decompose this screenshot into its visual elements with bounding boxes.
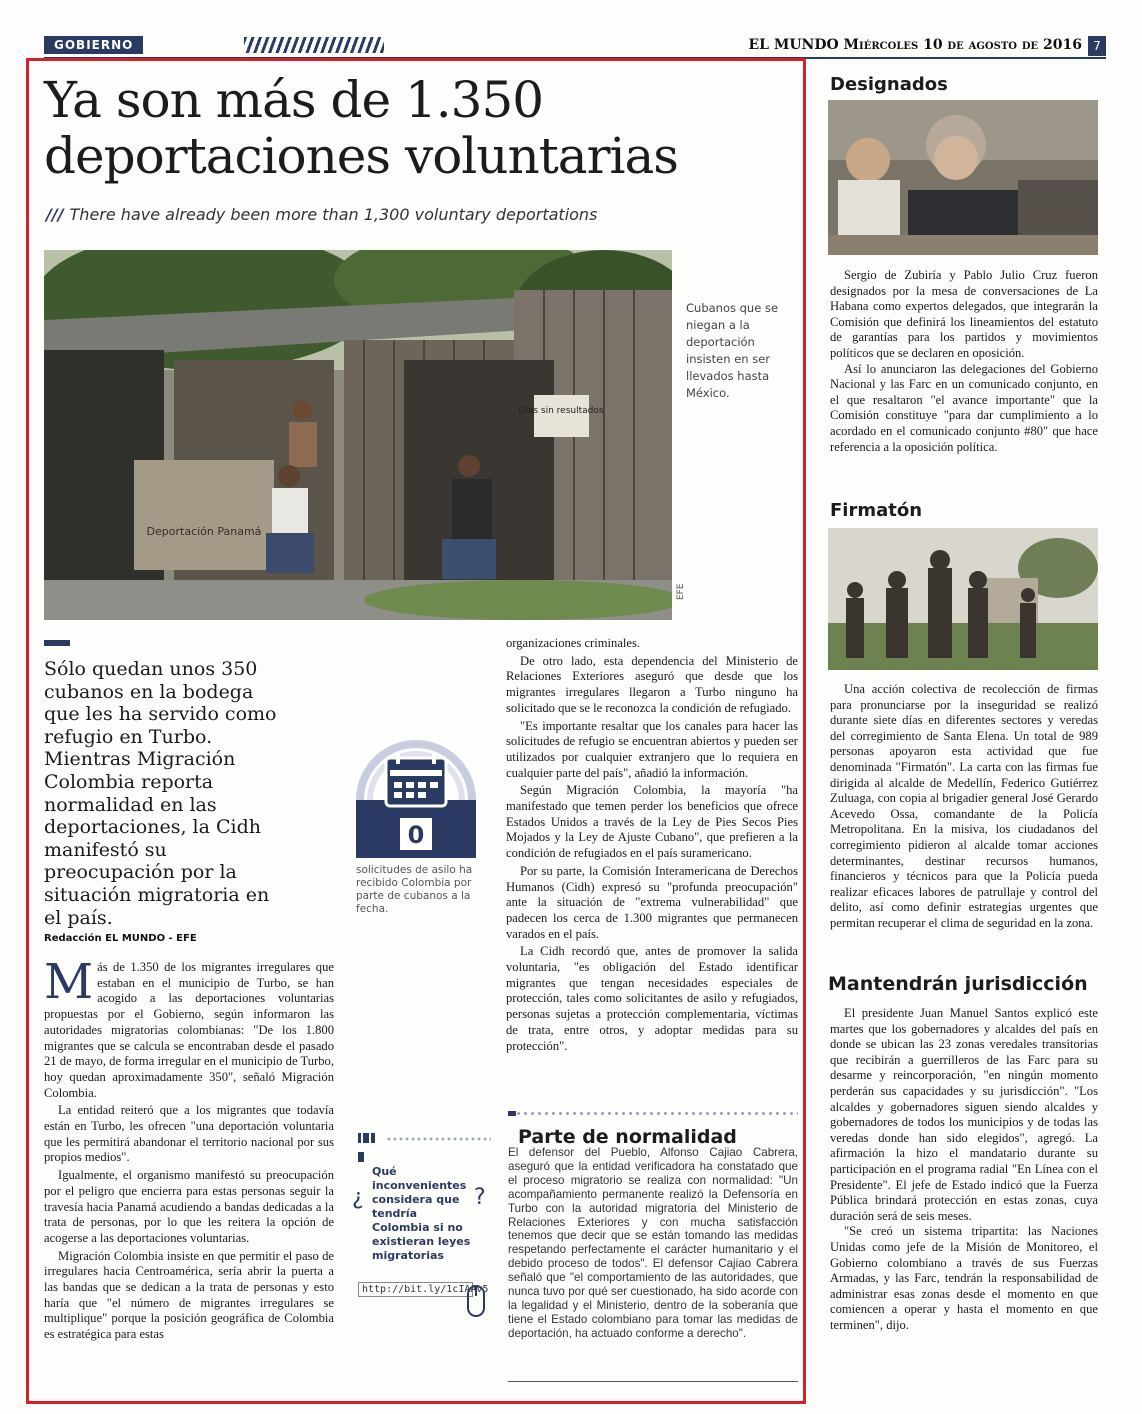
subhead-body: El defensor del Pueblo, Alfonso Cajiao Cabrera, aseguró que la entidad verificadora ha constatado que el proceso migratorio se realiza con normalidad: "Un acompañamiento permanente realizó la Defensoría en Turbo con la autoridad migratoria del Ministerio de Relaciones Exteriores y con mucha satisfacción tenemos que decir que se están tomando las medidas respetando perfectamente el carácter humanitario y el debido proceso de todos". El defensor Cajiao Cabrera señaló que "el comportamiento de las autoridades, que nunca tuvo por qué ser cuestionado, ha sido acorde con la legalidad y el Ministerio, dentro de la soberanía que tiene el Estado colombiano para tomar las medidas de deportación, ha actuado conforme a derecho".: [508, 1146, 798, 1340]
poll-question: Qué inconvenientes considera que tendría Colombia si no existieran leyes migratorias: [372, 1165, 471, 1262]
sidebar-body-designados: [830, 268, 1098, 455]
body-paragraph: Por su parte, la Comisión Interamericana de Derechos Humanos (Cidh) expresó su "profunda preocupación" ante la situación de "extrema vulnerabilidad" que padecen los cerca de 1.300 migrantes que permanecen varados en el país.: [506, 863, 798, 941]
body-paragraph: Más de 1.350 de los migrantes irregulares que estaban en el municipio de Turbo, se han acogido a las deportaciones voluntarias propuestas por el Gobierno, según informaron las autoridades migratorias colombianas: "De los 1.800 migrantes que se calcula se encontraban desde el pasado 21 de mayo, de forma irregular en el municipio de Turbo, hoy quedan aproximadamente 350", señaló Migración Colombia.: [44, 954, 334, 1100]
headline-line-2: deportaciones voluntarias: [44, 127, 678, 185]
question-open-mark: ¿: [352, 1185, 364, 1210]
body-paragraph: Según Migración Colombia, la mayoría "ha manifestado que temen perder los beneficios que ofrece Estados Unidos a través de la Ley de Pies Secos Pies Mojados y la Ley de Ajuste Cubano", que prefieren a la condición de refugiados en el país suramericano.: [506, 783, 798, 861]
masthead: [748, 37, 1082, 53]
lead-paragraph: Sólo quedan unos 350 cubanos en la bodega que les ha servido como refugio en Turbo. Mientras Migración Colombia reporta normalidad en las deportaciones, la Cidh manifestó su preocupación por la situación migratoria en el país.: [44, 658, 277, 929]
sidebar-photo-firmaton: [828, 528, 1098, 670]
sidebar-title-designados: Designados: [830, 74, 948, 95]
body-paragraph: De otro lado, esta dependencia del Ministerio de Relaciones Exteriores aseguró que desde que los migrantes irregulares llegaron a Turbo ninguno ha solicitado que se le reconozca la condición de refugiado.: [506, 653, 798, 715]
headline-line-1: Ya son más de 1.350: [44, 71, 544, 129]
body-paragraph: Sergio de Zubiría y Pablo Julio Cruz fueron designados por la mesa de conversaciones de La Habana como expertos delegados, que integrarán la Comisión que definirá los lineamientos del estatuto de garantías para los partidos y movimientos políticos que se declaren en oposición.: [830, 268, 1098, 360]
sign-text-2: Deportación Panamá: [146, 525, 262, 538]
body-paragraph: "Se creó un sistema tripartita: las Naciones Unidas como jefe de la Misión de Monitoreo, el Gobierno colombiano a través de sus Fuerzas Armadas, y las Farc, tendrán la responsabilidad de administrar esas zonas desde el momento en que comiencen a operar y hasta el momento en que terminen", dijo.: [830, 1224, 1098, 1332]
byline: Redacción EL MUNDO - EFE: [44, 933, 197, 944]
highlight-frame: [26, 58, 806, 1404]
question-close-mark: ?: [474, 1185, 486, 1210]
body-paragraph: "Es importante resaltar que los canales para hacer las solicitudes de refugio se encuentran abiertos y pueden ser utilizados por cualquier extranjero que lo requiera en cualquier parte del país", añadió la información.: [506, 718, 798, 780]
body-paragraph: La Cidh recordó que, antes de promover la salida voluntaria, "es obligación del Estado identificar migrantes que tengan necesidades especiales de protección, tales como solicitantes de asilo y refugiados, personas sujetas a protección complementaria, víctimas de trata, entre otros, y adoptar medidas para su protección".: [506, 944, 798, 1053]
section-stripes: [244, 37, 384, 53]
subtitle-mark: ///: [46, 205, 64, 224]
page-number: 7: [1088, 36, 1106, 56]
stat-value: 0: [407, 821, 425, 849]
photo-caption: Cubanos que se niegan a la deportación insisten en ser llevados hasta México.: [686, 301, 779, 400]
section-label: GOBIERNO: [44, 36, 143, 54]
newspaper-name: EL MUNDO: [748, 37, 839, 53]
body-paragraph: Así lo anunciaron las delegaciones del Gobierno Nacional y las Farc en un comunicado conjunto, en el que resaltaron "el avance importante" que la Comisión constituye "para dar cumplimiento a lo acordado en el comunicado conjunto #80" que hace referencia a la oposición política.: [830, 361, 1098, 454]
section-bar: [44, 36, 334, 54]
body-paragraph: organizaciones criminales.: [506, 636, 641, 650]
issue-date: Miércoles 10 de agosto de 2016: [843, 37, 1082, 53]
poll-link[interactable]: http://bit.ly/1cIAAv5: [358, 1282, 473, 1297]
body-paragraph: Una acción colectiva de recolección de firmas para pronunciarse por la inseguridad se realizó durante siete días en diferentes sectores y veredas del corregimiento de Santa Elena. Un total de 989 personas apoyaron esta actividad que fue denominada "Firmatón". La carta con las firmas fue dirigida al alcalde de Medellín, Federico Gutiérrez Zuluaga, con copia al brigadier general José Gerardo Acevedo Ossa, comandante de la Policía Metropolitana. En la misiva, los ciudadanos del corregimiento pidieron al alcalde tomar acciones determinantes, destinar recursos humanos, financieros y técnicos para que la Policía pueda realizar eficaces labores de patrullaje y control del delito, así como definir estrategias urgentes que permitan recuperar el clima de seguridad en la zona.: [830, 682, 1098, 930]
body-paragraph: La entidad reiteró que a los migrantes que todavía están en Turbo, les ofrecen "una deportación voluntaria que les permitirá abandonar el territorio nacional por sus propios medios".: [44, 1103, 334, 1165]
sidebar-title-firmaton: Firmatón: [830, 500, 923, 521]
sidebar-title-jurisdiccion: Mantendrán jurisdicción: [828, 973, 1088, 995]
body-paragraph: Igualmente, el organismo manifestó su preocupación por el peligro que encierra para estas personas seguir la travesía hacia Panamá acudiendo a bandas dedicadas a la trata de personas, por lo que les reitera la opción de acogerse a las deportaciones voluntarias.: [44, 1168, 334, 1245]
sidebar-body-jurisdiccion: [830, 1006, 1098, 1333]
body-paragraph: Migración Colombia insiste en que permitir el paso de irregulares hacia Centroamérica, sería abrir la puerta a las bandas que se dedican a la trata de personas y esto haría que "el número de migrantes irregulares se multiplique" porque la posición geográfica de Colombia es estratégica para estas: [44, 1248, 334, 1342]
stat-label: solicitudes de asilo ha recibido Colombia por parte de cubanos a la fecha.: [356, 864, 473, 915]
body-paragraph: El presidente Juan Manuel Santos explicó este martes que los gobernadores y alcaldes del país en donde se ubican las 23 zonas veredales transitorias que recibirán a guerrilleros de las Farc para su desarme y reincorporación, "en ningún momento perderán sus capacidades y su jurisdicción". "Los alcaldes y gobernadores siguen siendo alcaldes y gobernadores de todos los municipios y de todas las veredas donde han sido elegidos", agregó. La afirmación la hizo el mandatario durante su participación en el programa radial "En Línea con el Presidente". El jefe de Estado indicó que la Fuerza Pública brindará protección en estas zonas, cuya duración será de seis meses.: [830, 1006, 1098, 1223]
sign-text-1: Días sin resultados: [518, 406, 604, 416]
drop-cap: M: [44, 954, 94, 1010]
sidebar-photo-designados: [828, 100, 1098, 255]
sidebar-body-firmaton: [830, 682, 1098, 932]
subtitle-text: There have already been more than 1,300 voluntary deportations: [69, 205, 598, 224]
photo-credit: EFE: [676, 583, 686, 600]
subhead: Parte de normalidad: [518, 1126, 737, 1148]
